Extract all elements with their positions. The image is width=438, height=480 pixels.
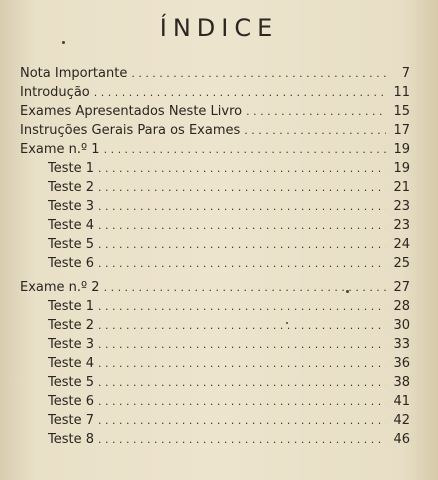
dot-leader bbox=[98, 159, 386, 178]
toc-entry-label: Teste 2 bbox=[48, 180, 95, 195]
toc-subentry bbox=[20, 373, 410, 392]
toc-entry-label: Teste 1 bbox=[48, 161, 95, 176]
dot-leader bbox=[98, 235, 386, 254]
toc-subentry bbox=[20, 197, 410, 216]
toc-entry-label: Nota Importante bbox=[20, 66, 128, 81]
toc-entry-label: Instruções Gerais Para os Exames bbox=[20, 123, 241, 138]
toc-entry-page: 46 bbox=[393, 432, 410, 447]
toc-subentry bbox=[20, 254, 410, 273]
dot-leader bbox=[98, 392, 386, 411]
toc-subentry bbox=[20, 159, 410, 178]
toc-entry-page: 30 bbox=[393, 318, 410, 333]
toc-entry-page: 41 bbox=[393, 394, 410, 409]
toc-entry-label: Teste 4 bbox=[48, 218, 95, 233]
toc-entry bbox=[20, 83, 410, 102]
dot-leader bbox=[98, 411, 386, 430]
toc-subentry bbox=[20, 411, 410, 430]
toc-entry-label: Exame n.º 1 bbox=[20, 142, 100, 157]
toc-entry-label: Teste 8 bbox=[48, 432, 95, 447]
toc-entry-page: 27 bbox=[393, 280, 410, 295]
toc-entry-page: 19 bbox=[393, 142, 410, 157]
dot-leader bbox=[98, 430, 386, 449]
toc-entry-page: 23 bbox=[393, 218, 410, 233]
toc-entry-page: 33 bbox=[393, 337, 410, 352]
toc-entry-page: 24 bbox=[393, 237, 410, 252]
dot-leader bbox=[244, 121, 386, 140]
toc-subentry bbox=[20, 335, 410, 354]
table-of-contents bbox=[20, 64, 410, 449]
toc-subentry bbox=[20, 354, 410, 373]
toc-entry-label: Exame n.º 2 bbox=[20, 280, 100, 295]
dot-leader bbox=[104, 278, 386, 297]
toc-entry-page: 42 bbox=[393, 413, 410, 428]
toc-entry-page: 17 bbox=[393, 123, 410, 138]
toc-entry-label: Exames Apresentados Neste Livro bbox=[20, 104, 243, 119]
toc-subentry bbox=[20, 178, 410, 197]
toc-entry-label: Introdução bbox=[20, 85, 90, 100]
toc-entry-label: Teste 6 bbox=[48, 394, 95, 409]
dot-leader bbox=[98, 254, 386, 273]
toc-subentry bbox=[20, 235, 410, 254]
toc-entry-label: Teste 1 bbox=[48, 299, 95, 314]
toc-entry-label: Teste 3 bbox=[48, 337, 95, 352]
dot-leader bbox=[246, 102, 386, 121]
toc-entry-label: Teste 5 bbox=[48, 237, 95, 252]
toc-entry-label: Teste 5 bbox=[48, 375, 95, 390]
toc-subentry bbox=[20, 316, 410, 335]
toc-entry bbox=[20, 64, 410, 83]
toc-section-exame-2 bbox=[20, 278, 410, 297]
toc-entry-page: 36 bbox=[393, 356, 410, 371]
toc-entry-page: 21 bbox=[393, 180, 410, 195]
dot-leader bbox=[98, 373, 386, 392]
toc-entry-label: Teste 3 bbox=[48, 199, 95, 214]
toc-subentry bbox=[20, 430, 410, 449]
toc-entry-page: 38 bbox=[393, 375, 410, 390]
toc-entry-label: Teste 6 bbox=[48, 256, 95, 271]
toc-entry-page: 25 bbox=[393, 256, 410, 271]
dot-leader bbox=[104, 140, 386, 159]
dot-leader bbox=[98, 216, 386, 235]
toc-entry-label: Teste 7 bbox=[48, 413, 95, 428]
page-title: ÍNDICE bbox=[159, 14, 279, 42]
dot-leader bbox=[98, 316, 386, 335]
toc-subentry bbox=[20, 216, 410, 235]
toc-section-exame-1 bbox=[20, 140, 410, 159]
dot-leader bbox=[94, 83, 386, 102]
toc-entry-page: 7 bbox=[401, 66, 410, 81]
toc-entry-page: 19 bbox=[393, 161, 410, 176]
toc-entry-page: 28 bbox=[393, 299, 410, 314]
toc-entry-page: 11 bbox=[393, 85, 410, 100]
toc-subentry bbox=[20, 297, 410, 316]
dot-leader bbox=[131, 64, 386, 83]
toc-entry bbox=[20, 121, 410, 140]
toc-entry-page: 15 bbox=[393, 104, 410, 119]
dot-leader bbox=[98, 197, 386, 216]
toc-entry-label: Teste 4 bbox=[48, 356, 95, 371]
dot-leader bbox=[98, 178, 386, 197]
toc-subentry bbox=[20, 392, 410, 411]
toc-entry-label: Teste 2 bbox=[48, 318, 95, 333]
toc-entry bbox=[20, 102, 410, 121]
dot-leader bbox=[98, 354, 386, 373]
toc-entry-page: 23 bbox=[393, 199, 410, 214]
dot-leader bbox=[98, 335, 386, 354]
dot-leader bbox=[98, 297, 386, 316]
